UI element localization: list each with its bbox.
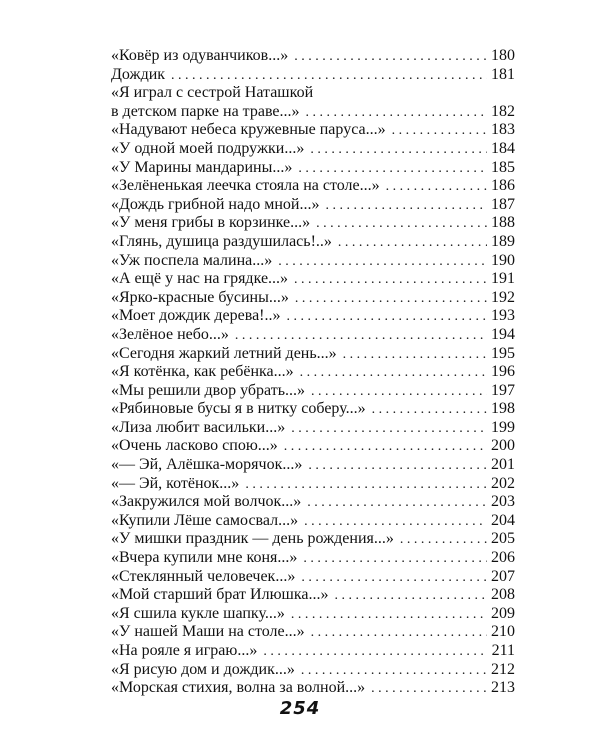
toc-entry [111, 400, 515, 419]
toc-entry-title: в детском парке на траве...» [111, 102, 300, 120]
toc-entry [111, 419, 515, 438]
toc-entry-title: «Ковёр из одуванчиков...» [111, 47, 289, 64]
toc-entry [111, 214, 515, 233]
toc-entry-title: «Сегодня жаркий летний день...» [111, 344, 337, 362]
dot-leader [310, 141, 487, 160]
toc-entry [111, 475, 515, 494]
toc-entry-title: «Я играл с сестрой Наташкой [111, 84, 314, 102]
toc-entry-line [111, 84, 515, 103]
toc-entry [111, 437, 515, 456]
dot-leader [291, 606, 487, 625]
toc-entry [111, 382, 515, 401]
toc-entry-title: «Уж поспела малина...» [111, 251, 273, 269]
toc-entry-title: «Я сшила кукле шапку...» [111, 604, 285, 622]
toc-entry-line [111, 177, 515, 196]
dot-leader [245, 476, 487, 495]
toc-entry-title: «Мой старший брат Илюшка...» [111, 586, 329, 604]
toc-entry [111, 363, 515, 382]
toc-entry [111, 196, 515, 215]
toc-entry-page: 207 [491, 567, 515, 585]
dot-leader [294, 48, 487, 67]
toc-entry [111, 586, 515, 605]
toc-entry-page: 190 [491, 251, 515, 269]
dot-leader [371, 680, 487, 699]
toc-entry-line [111, 661, 515, 680]
toc-entry-line [111, 623, 515, 642]
toc-entry-page: 210 [491, 623, 515, 641]
toc-entry [111, 568, 515, 587]
toc-entry-page: 201 [491, 456, 515, 474]
toc-entry-title: «Стеклянный человечек...» [111, 567, 296, 585]
toc-entry-title: «Вчера купили мне коня...» [111, 549, 298, 567]
dot-leader [294, 271, 487, 290]
toc-entry-page: 197 [491, 381, 515, 399]
dot-leader [301, 569, 487, 588]
toc-entry-line [111, 214, 515, 233]
toc-entry-title: «Закружился мой волчок...» [111, 493, 302, 511]
toc-entry-line [111, 382, 515, 401]
toc-entry-title: «Очень ласково спою...» [111, 437, 278, 455]
toc-entry-title: «У Марины мандарины...» [111, 158, 293, 176]
dot-leader [287, 308, 487, 327]
dot-leader [311, 383, 487, 402]
dot-leader [308, 457, 487, 476]
dot-leader [284, 438, 487, 457]
toc-entry-line [111, 419, 515, 438]
dot-leader [298, 160, 487, 179]
toc-entry-line [111, 568, 515, 587]
toc-entry-line [111, 121, 515, 140]
dot-leader [306, 104, 487, 123]
table-of-contents [111, 47, 515, 698]
toc-entry-line [111, 326, 515, 345]
toc-entry-line [111, 159, 515, 178]
toc-entry-line [111, 437, 515, 456]
dot-leader [295, 290, 487, 309]
toc-entry-page: 200 [491, 437, 515, 455]
toc-entry-page: 184 [491, 139, 515, 157]
toc-entry-page: 180 [491, 47, 515, 64]
toc-entry-line [111, 642, 515, 661]
toc-entry-title: «Глянь, душица раздушилась!..» [111, 232, 332, 250]
dot-leader [171, 67, 487, 86]
toc-entry [111, 326, 515, 345]
toc-entry-page: 205 [491, 530, 515, 548]
toc-entry-page: 192 [491, 288, 515, 306]
toc-entry [111, 66, 515, 85]
toc-entry [111, 84, 515, 121]
toc-entry-title: «— Эй, котёнок...» [111, 474, 240, 492]
toc-entry-line [111, 363, 515, 382]
toc-entry-line [111, 345, 515, 364]
toc-entry [111, 345, 515, 364]
toc-entry-title: «Ярко-красные бусины...» [111, 288, 289, 306]
toc-entry-title: «У мишки праздник — день рождения...» [111, 530, 394, 548]
toc-entry-line [111, 549, 515, 568]
toc-entry-line [111, 233, 515, 252]
toc-entry [111, 679, 515, 698]
toc-entry [111, 47, 515, 66]
toc-entry-title: «Я котёнка, как ребёнка...» [111, 363, 294, 381]
toc-entry [111, 549, 515, 568]
dot-leader [278, 253, 487, 272]
toc-entry-line [111, 512, 515, 531]
toc-entry-line [111, 400, 515, 419]
toc-entry-page: 186 [491, 177, 515, 195]
toc-entry [111, 140, 515, 159]
toc-entry-page: 208 [491, 586, 515, 604]
toc-entry-line [111, 307, 515, 326]
toc-entry-line [111, 289, 515, 308]
toc-entry-title: «Морская стихия, волна за волной...» [111, 679, 366, 697]
toc-entry [111, 252, 515, 271]
toc-entry-title: «А ещё у нас на грядке...» [111, 270, 289, 288]
toc-entry-line [111, 270, 515, 289]
toc-entry [111, 177, 515, 196]
toc-entry-page: 189 [491, 232, 515, 250]
toc-entry-line [111, 530, 515, 549]
dot-leader [291, 420, 487, 439]
toc-entry-title: «Зелёное небо...» [111, 325, 229, 343]
toc-entry-line [111, 605, 515, 624]
toc-entry-title: «Мы решили двор убрать...» [111, 381, 305, 399]
toc-entry [111, 289, 515, 308]
toc-entry [111, 530, 515, 549]
dot-leader [235, 327, 487, 346]
toc-entry-line [111, 47, 515, 66]
toc-entry [111, 159, 515, 178]
toc-entry [111, 121, 515, 140]
toc-entry-title: «У нашей Маши на столе...» [111, 623, 305, 641]
toc-entry [111, 642, 515, 661]
toc-entry [111, 307, 515, 326]
dot-leader [263, 643, 487, 662]
toc-entry-page: 187 [491, 195, 515, 213]
toc-entry [111, 512, 515, 531]
toc-entry-line [111, 456, 515, 475]
toc-entry-line [111, 475, 515, 494]
toc-entry-line [111, 252, 515, 271]
dot-leader [335, 587, 488, 606]
toc-entry-page: 196 [491, 363, 515, 381]
dot-leader [301, 662, 487, 681]
toc-entry [111, 605, 515, 624]
toc-entry-page: 199 [491, 418, 515, 436]
toc-entry-page: 195 [491, 344, 515, 362]
toc-entry [111, 456, 515, 475]
toc-entry [111, 623, 515, 642]
toc-entry-title: «На рояле я играю...» [111, 642, 258, 659]
toc-entry-page: 212 [491, 660, 515, 678]
dot-leader [372, 401, 487, 420]
toc-entry-page: 204 [491, 511, 515, 529]
toc-entry-page: 185 [491, 158, 515, 176]
toc-entry-title: «Дождь грибной надо мной...» [111, 195, 320, 213]
toc-entry-title: «У одной моей подружки...» [111, 139, 305, 157]
toc-entry [111, 233, 515, 252]
dot-leader [400, 531, 487, 550]
toc-entry [111, 270, 515, 289]
page-number: 254 [279, 698, 321, 719]
toc-entry-title: «Лиза любит васильки...» [111, 418, 286, 436]
toc-entry-title: «Рябиновые бусы я в нитку соберу...» [111, 400, 366, 418]
dot-leader [304, 513, 487, 532]
toc-entry-title: Дождик [111, 65, 166, 83]
toc-entry-page: 203 [491, 493, 515, 511]
toc-entry-page: 211 [491, 642, 515, 659]
toc-entry-title: «Моет дождик дерева!..» [111, 307, 281, 325]
toc-entry [111, 661, 515, 680]
toc-entry-page: 181 [491, 65, 515, 83]
toc-entry-title: «Я рисую дом и дождик...» [111, 660, 295, 678]
dot-leader [343, 346, 487, 365]
toc-entry-page: 209 [491, 604, 515, 622]
toc-entry-title: «— Эй, Алёшка-морячок...» [111, 456, 303, 474]
toc-entry-line [111, 679, 515, 698]
toc-entry-line [111, 140, 515, 159]
toc-entry-title: «Надувают небеса кружевные паруса...» [111, 121, 386, 139]
dot-leader [300, 364, 487, 383]
dot-leader [325, 197, 487, 216]
dot-leader [386, 178, 487, 197]
toc-entry-page: 191 [491, 270, 515, 288]
dot-leader [303, 550, 487, 569]
toc-entry-line [111, 196, 515, 215]
toc-entry-title: «Купили Лёше самосвал...» [111, 511, 299, 529]
toc-entry-page: 202 [491, 474, 515, 492]
dot-leader [316, 215, 487, 234]
toc-entry-page: 188 [491, 214, 515, 232]
dot-leader [311, 624, 487, 643]
toc-entry-page: 206 [491, 549, 515, 567]
dot-leader [392, 122, 487, 141]
dot-leader [338, 234, 487, 253]
toc-entry-page: 198 [491, 400, 515, 418]
toc-entry-line [111, 66, 515, 85]
toc-entry-line [111, 103, 515, 122]
toc-entry-page: 193 [491, 307, 515, 325]
toc-entry-page: 213 [491, 679, 515, 697]
toc-entry-page: 182 [491, 102, 515, 120]
toc-entry-title: «У меня грибы в корзинке...» [111, 214, 311, 232]
toc-entry [111, 493, 515, 512]
toc-entry-title: «Зелёненькая леечка стояла на столе...» [111, 177, 380, 195]
toc-entry-line [111, 586, 515, 605]
toc-entry-page: 183 [491, 121, 515, 139]
toc-entry-page: 194 [491, 325, 515, 343]
toc-entry-line [111, 493, 515, 512]
dot-leader [307, 494, 487, 513]
